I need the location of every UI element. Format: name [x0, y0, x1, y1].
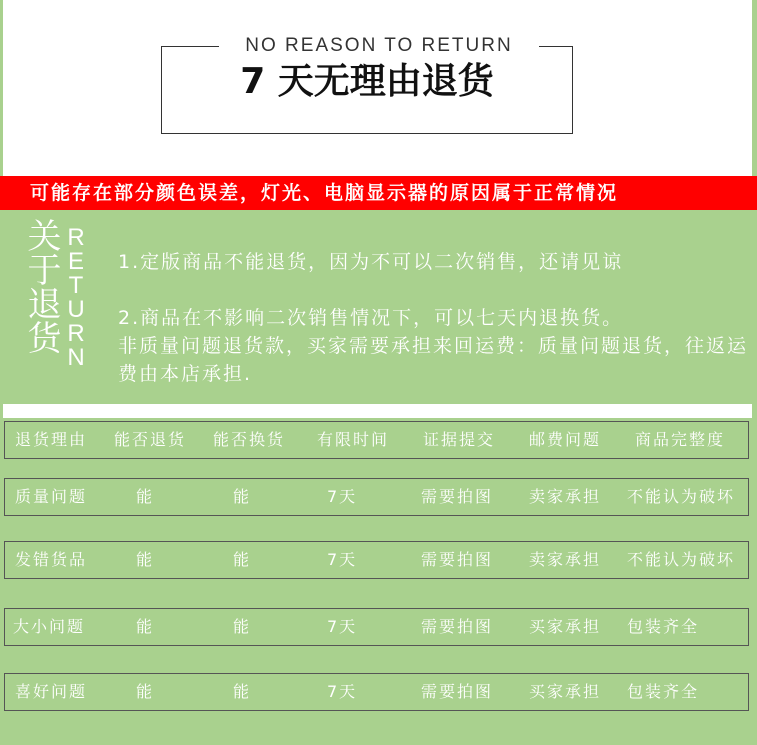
cell-completeness: 不能认为破坏	[627, 550, 736, 569]
cell-time-limit: 7天	[327, 682, 358, 701]
rule-2: 2.商品在不影响二次销售情况下，可以七天内退换货。	[118, 307, 624, 329]
header-cell-time-limit: 有限时间	[317, 430, 390, 449]
color-notice-banner: 可能存在部分颜色误差，灯光、电脑显示器的原因属于正常情况	[0, 176, 757, 210]
cell-can-return: 能	[136, 487, 155, 506]
cell-can-return: 能	[136, 550, 155, 569]
header-cell-evidence: 证据提交	[423, 430, 496, 449]
table-row	[4, 541, 749, 579]
cell-shipping: 买家承担	[529, 682, 602, 701]
cell-time-limit: 7天	[327, 617, 358, 636]
table-row	[4, 608, 749, 646]
cell-reason: 喜好问题	[15, 682, 88, 701]
cell-can-exchange: 能	[233, 682, 252, 701]
cell-evidence: 需要拍图	[421, 550, 494, 569]
cell-time-limit: 7天	[327, 550, 358, 569]
cell-shipping: 买家承担	[529, 617, 602, 636]
about-returns-label: 关于退货	[21, 218, 61, 354]
rule-3: 非质量问题退货款，买家需要承担来回运费：质量问题退货，往返运费由本店承担.	[118, 335, 749, 385]
table-header-row	[4, 421, 749, 459]
cell-can-exchange: 能	[233, 550, 252, 569]
cell-can-return: 能	[136, 682, 155, 701]
cell-time-limit: 7天	[327, 487, 358, 506]
cell-evidence: 需要拍图	[421, 682, 494, 701]
rule-1: 1.定版商品不能退货，因为不可以二次销售，还请见谅	[118, 251, 624, 273]
cell-can-exchange: 能	[233, 617, 252, 636]
cell-reason: 质量问题	[15, 487, 88, 506]
cell-shipping: 卖家承担	[529, 487, 602, 506]
header-section	[0, 0, 757, 176]
header-title: 7 天无理由退货	[240, 61, 494, 102]
header-cell-completeness: 商品完整度	[635, 430, 726, 449]
cell-can-return: 能	[136, 617, 155, 636]
table-row	[4, 673, 749, 711]
cell-evidence: 需要拍图	[421, 617, 494, 636]
header-cell-shipping: 邮费问题	[529, 430, 602, 449]
cell-reason: 发错货品	[15, 550, 88, 569]
return-rules	[118, 248, 753, 388]
header-cell-can-exchange: 能否换货	[213, 430, 286, 449]
cell-reason: 大小问题	[13, 617, 86, 636]
section-divider	[3, 404, 752, 418]
return-vertical-label: RETURN	[67, 224, 85, 371]
cell-shipping: 卖家承担	[529, 550, 602, 569]
cell-evidence: 需要拍图	[421, 487, 494, 506]
header-subtitle: NO REASON TO RETURN	[219, 35, 539, 57]
cell-completeness: 不能认为破坏	[627, 487, 736, 506]
cell-completeness: 包装齐全	[627, 682, 700, 701]
table-row	[4, 478, 749, 516]
header-cell-reason: 退货理由	[15, 430, 88, 449]
cell-completeness: 包装齐全	[627, 617, 700, 636]
header-cell-can-return: 能否退货	[114, 430, 187, 449]
cell-can-exchange: 能	[233, 487, 252, 506]
